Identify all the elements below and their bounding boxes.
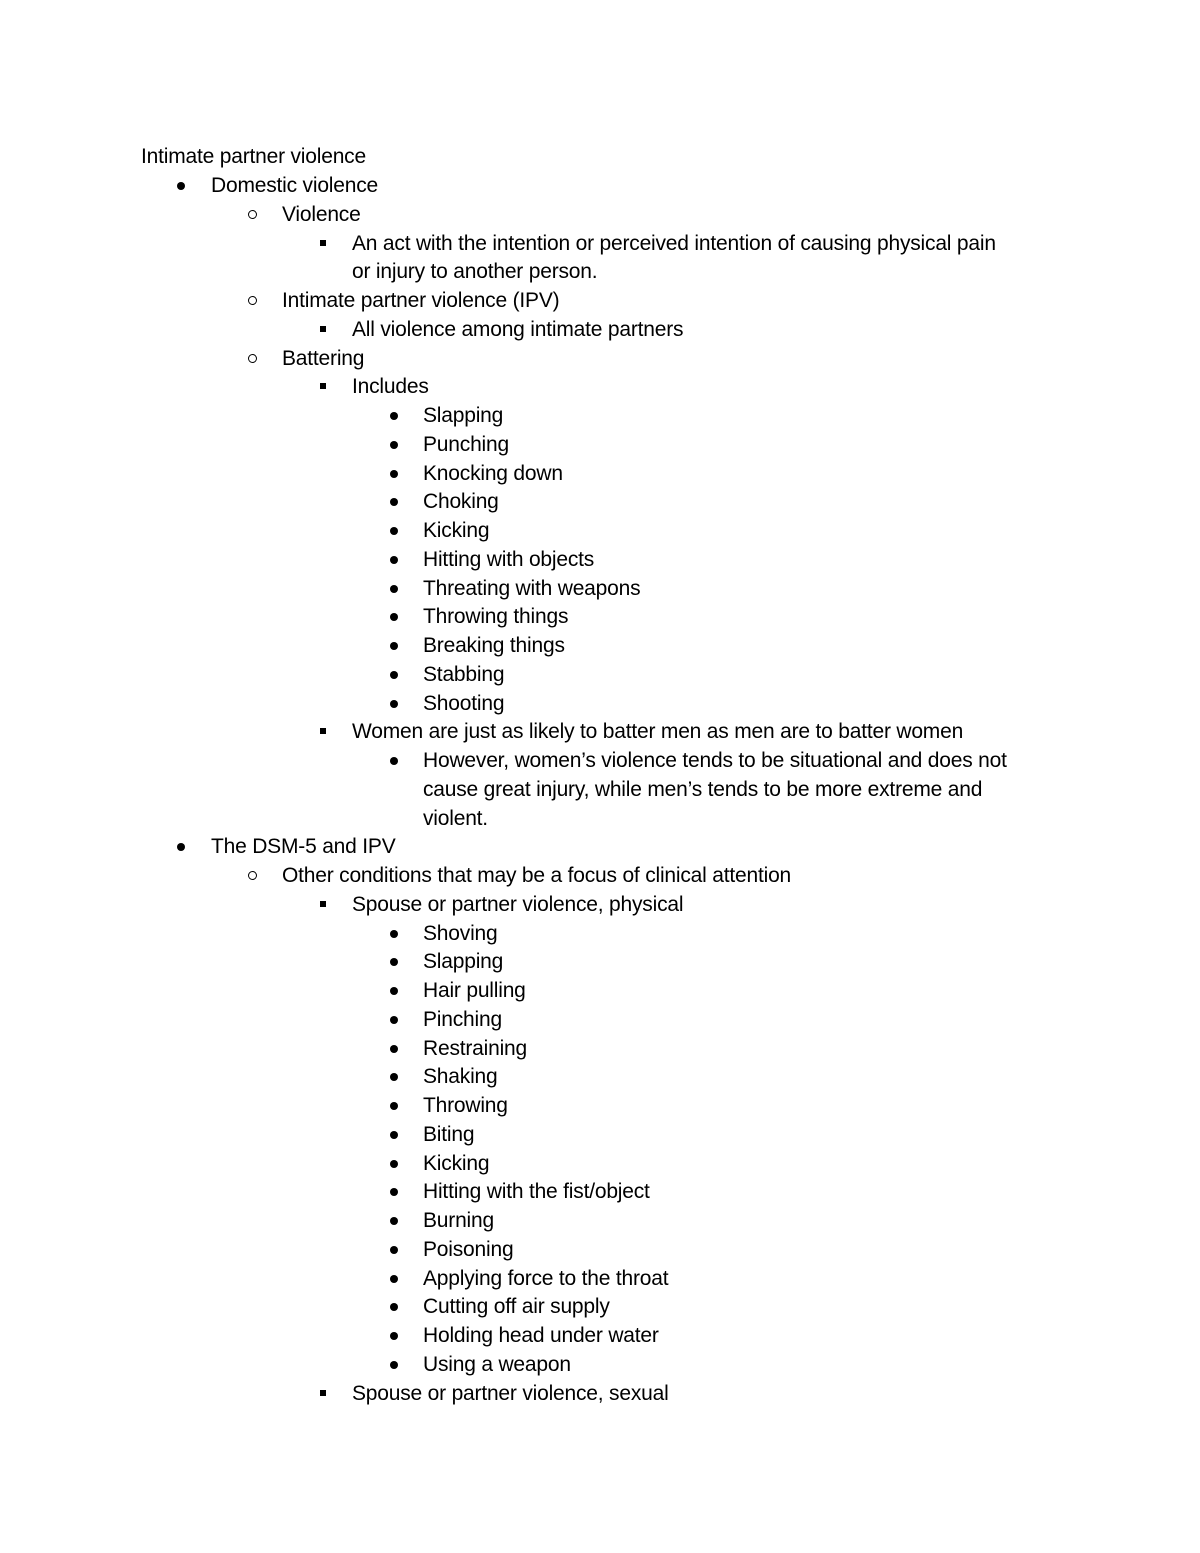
list-item: Punching bbox=[423, 433, 509, 456]
bullet-icon bbox=[385, 1034, 405, 1063]
bullet-icon bbox=[172, 171, 192, 200]
bullet-icon bbox=[385, 976, 405, 1005]
list-item: Domestic violence bbox=[211, 174, 378, 197]
list-item: Shaking bbox=[423, 1065, 498, 1088]
list-item: Applying force to the throat bbox=[423, 1267, 669, 1290]
list-item: Poisoning bbox=[423, 1238, 514, 1261]
list-item: Biting bbox=[423, 1123, 475, 1146]
bullet-icon bbox=[385, 1091, 405, 1120]
list-item: Kicking bbox=[423, 1152, 490, 1175]
list-item: Hitting with the fist/object bbox=[423, 1180, 650, 1203]
bullet-icon bbox=[385, 1321, 405, 1350]
bullet-icon bbox=[385, 516, 405, 545]
bullet-icon bbox=[385, 947, 405, 976]
list-item: Spouse or partner violence, physical bbox=[352, 893, 684, 916]
bullet-icon bbox=[385, 487, 405, 516]
bullet-icon bbox=[385, 1062, 405, 1091]
bullet-icon bbox=[385, 1005, 405, 1034]
list-item: Restraining bbox=[423, 1037, 528, 1060]
list-item: Burning bbox=[423, 1209, 494, 1232]
list-item: Violence bbox=[282, 203, 361, 226]
bullet-icon bbox=[385, 919, 405, 948]
bullet-icon bbox=[385, 1206, 405, 1235]
list-item: Battering bbox=[282, 347, 365, 370]
list-item: Shoving bbox=[423, 922, 498, 945]
square-bullet-icon bbox=[314, 890, 334, 919]
bullet-icon bbox=[385, 574, 405, 603]
list-item: Hitting with objects bbox=[423, 548, 595, 571]
list-item: or injury to another person. bbox=[352, 260, 598, 283]
square-bullet-icon bbox=[314, 229, 334, 258]
document-title: Intimate partner violence bbox=[141, 145, 366, 168]
list-item: Slapping bbox=[423, 404, 504, 427]
bullet-icon bbox=[385, 1292, 405, 1321]
square-bullet-icon bbox=[314, 372, 334, 401]
list-item: Threating with weapons bbox=[423, 577, 641, 600]
list-item: Intimate partner violence (IPV) bbox=[282, 289, 560, 312]
list-item: Stabbing bbox=[423, 663, 505, 686]
list-item: Spouse or partner violence, sexual bbox=[352, 1382, 669, 1405]
bullet-icon bbox=[385, 1149, 405, 1178]
bullet-icon bbox=[385, 1120, 405, 1149]
list-item: Women are just as likely to batter men as men are to batter women bbox=[352, 720, 964, 743]
bullet-icon bbox=[385, 746, 405, 775]
list-item: Kicking bbox=[423, 519, 490, 542]
list-item: However, women’s violence tends to be situational and does not bbox=[423, 749, 1007, 772]
square-bullet-icon bbox=[314, 1379, 334, 1408]
bullet-icon bbox=[385, 1235, 405, 1264]
bullet-icon bbox=[385, 631, 405, 660]
bullet-icon bbox=[385, 689, 405, 718]
list-item: Shooting bbox=[423, 692, 505, 715]
list-item: Cutting off air supply bbox=[423, 1295, 610, 1318]
bullet-icon bbox=[385, 459, 405, 488]
list-item: Slapping bbox=[423, 950, 504, 973]
list-item: An act with the intention or perceived intention of causing physical pain bbox=[352, 232, 996, 255]
list-item: cause great injury, while men’s tends to be more extreme and bbox=[423, 778, 983, 801]
list-item: Throwing things bbox=[423, 605, 569, 628]
list-item: Pinching bbox=[423, 1008, 502, 1031]
list-item: Other conditions that may be a focus of clinical attention bbox=[282, 864, 792, 887]
bullet-icon bbox=[385, 1177, 405, 1206]
list-item: Holding head under water bbox=[423, 1324, 659, 1347]
list-item: The DSM-5 and IPV bbox=[211, 835, 396, 858]
list-item: Using a weapon bbox=[423, 1353, 571, 1376]
list-item: Includes bbox=[352, 375, 429, 398]
circle-bullet-icon bbox=[244, 861, 264, 890]
bullet-icon bbox=[385, 545, 405, 574]
bullet-icon bbox=[172, 832, 192, 861]
list-item: Knocking down bbox=[423, 462, 563, 485]
bullet-icon bbox=[385, 602, 405, 631]
list-item: violent. bbox=[423, 807, 488, 830]
square-bullet-icon bbox=[314, 315, 334, 344]
circle-bullet-icon bbox=[244, 200, 264, 229]
list-item: Throwing bbox=[423, 1094, 508, 1117]
bullet-icon bbox=[385, 401, 405, 430]
bullet-icon bbox=[385, 1350, 405, 1379]
bullet-icon bbox=[385, 430, 405, 459]
list-item: Hair pulling bbox=[423, 979, 526, 1002]
list-item: All violence among intimate partners bbox=[352, 318, 684, 341]
list-item: Choking bbox=[423, 490, 499, 513]
bullet-icon bbox=[385, 1264, 405, 1293]
list-item: Breaking things bbox=[423, 634, 565, 657]
bullet-icon bbox=[385, 660, 405, 689]
circle-bullet-icon bbox=[244, 286, 264, 315]
square-bullet-icon bbox=[314, 717, 334, 746]
circle-bullet-icon bbox=[244, 344, 264, 373]
